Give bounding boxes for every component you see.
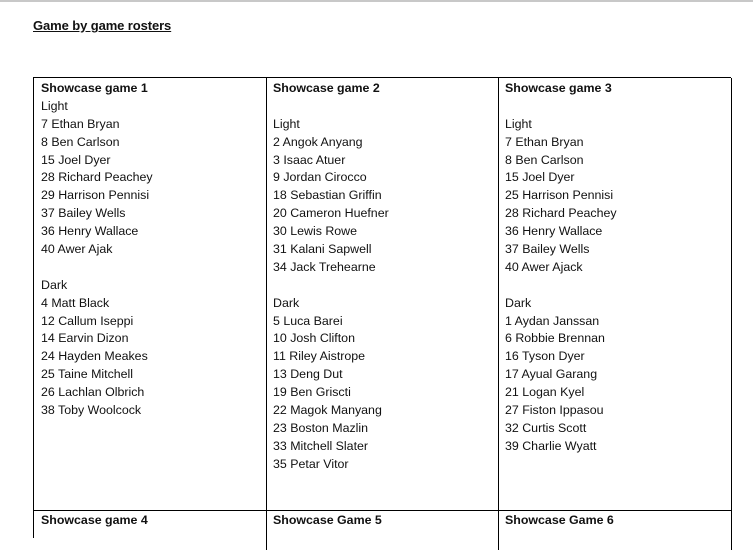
player-entry: 19 Ben Griscti <box>273 385 351 400</box>
player-entry: 4 Matt Black <box>41 295 110 310</box>
player-entry: 20 Cameron Huefner <box>273 206 389 221</box>
player-entry: 30 Lewis Rowe <box>273 224 358 239</box>
player-entry: 7 Ethan Bryan <box>41 116 120 131</box>
spacer <box>273 277 498 295</box>
spacer <box>505 98 731 116</box>
player-entry: 28 Richard Peachey <box>41 170 153 185</box>
player-entry: 38 Toby Woolcock <box>41 403 142 418</box>
game-cell-2 <box>266 78 499 511</box>
player-entry: 39 Charlie Wyatt <box>505 438 597 453</box>
player-entry: 37 Bailey Wells <box>41 206 126 221</box>
player-entry: 22 Magok Manyang <box>273 403 382 418</box>
team-heading: Dark <box>41 277 68 292</box>
game-title: Showcase game 1 <box>41 81 148 95</box>
player-entry: 40 Awer Ajack <box>505 259 583 274</box>
player-entry: 37 Bailey Wells <box>505 242 590 257</box>
player-entry: 15 Joel Dyer <box>41 152 111 167</box>
player-entry: 36 Henry Wallace <box>41 224 139 239</box>
player-entry: 13 Deng Dut <box>273 367 343 382</box>
player-entry: 36 Henry Wallace <box>505 224 603 239</box>
team-heading: Dark <box>273 295 300 310</box>
player-entry: 40 Awer Ajak <box>41 242 113 257</box>
roster-list <box>273 98 498 474</box>
player-entry: 2 Angok Anyang <box>273 134 363 149</box>
game-cell-5 <box>266 510 499 550</box>
team-heading: Dark <box>505 295 532 310</box>
player-entry: 28 Richard Peachey <box>505 206 617 221</box>
game-title: Showcase Game 6 <box>505 513 614 527</box>
top-divider <box>0 0 753 2</box>
player-entry: 33 Mitchell Slater <box>273 438 369 453</box>
game-title: Showcase Game 5 <box>273 513 382 527</box>
player-entry: 26 Lachlan Olbrich <box>41 385 145 400</box>
game-cell-4 <box>34 510 267 550</box>
player-entry: 3 Isaac Atuer <box>273 152 346 167</box>
player-entry: 31 Kalani Sapwell <box>273 242 372 257</box>
player-entry: 32 Curtis Scott <box>505 420 587 435</box>
player-entry: 14 Earvin Dizon <box>41 331 129 346</box>
game-title: Showcase game 3 <box>505 81 612 95</box>
player-entry: 1 Aydan Janssan <box>505 313 600 328</box>
player-entry: 15 Joel Dyer <box>505 170 575 185</box>
player-entry: 35 Petar Vitor <box>273 456 349 471</box>
team-heading: Light <box>41 98 68 113</box>
player-entry: 24 Hayden Meakes <box>41 349 148 364</box>
game-cell-6 <box>498 510 732 550</box>
player-entry: 21 Logan Kyel <box>505 385 585 400</box>
player-entry: 9 Jordan Cirocco <box>273 170 367 185</box>
spacer <box>273 98 498 116</box>
document-title: Game by game rosters <box>33 18 172 33</box>
player-entry: 16 Tyson Dyer <box>505 349 585 364</box>
roster-list <box>505 98 731 456</box>
team-heading: Light <box>273 116 300 131</box>
spacer <box>41 259 266 277</box>
player-entry: 8 Ben Carlson <box>505 152 584 167</box>
player-entry: 8 Ben Carlson <box>41 134 120 149</box>
spacer <box>505 277 731 295</box>
player-entry: 25 Taine Mitchell <box>41 367 134 382</box>
player-entry: 17 Ayual Garang <box>505 367 598 382</box>
game-cell-3 <box>498 78 732 511</box>
roster-table <box>33 77 731 538</box>
player-entry: 18 Sebastian Griffin <box>273 188 382 203</box>
player-entry: 10 Josh Clifton <box>273 331 355 346</box>
roster-list <box>41 98 266 420</box>
player-entry: 23 Boston Mazlin <box>273 420 369 435</box>
game-title: Showcase game 4 <box>41 513 148 527</box>
player-entry: 7 Ethan Bryan <box>505 134 584 149</box>
player-entry: 5 Luca Barei <box>273 313 343 328</box>
game-cell-1 <box>34 78 267 511</box>
player-entry: 12 Callum Iseppi <box>41 313 134 328</box>
game-title: Showcase game 2 <box>273 81 380 95</box>
player-entry: 27 Fiston Ippasou <box>505 403 604 418</box>
player-entry: 6 Robbie Brennan <box>505 331 605 346</box>
player-entry: 29 Harrison Pennisi <box>41 188 150 203</box>
team-heading: Light <box>505 116 532 131</box>
player-entry: 34 Jack Trehearne <box>273 259 376 274</box>
player-entry: 11 Riley Aistrope <box>273 349 366 364</box>
player-entry: 25 Harrison Pennisi <box>505 188 614 203</box>
